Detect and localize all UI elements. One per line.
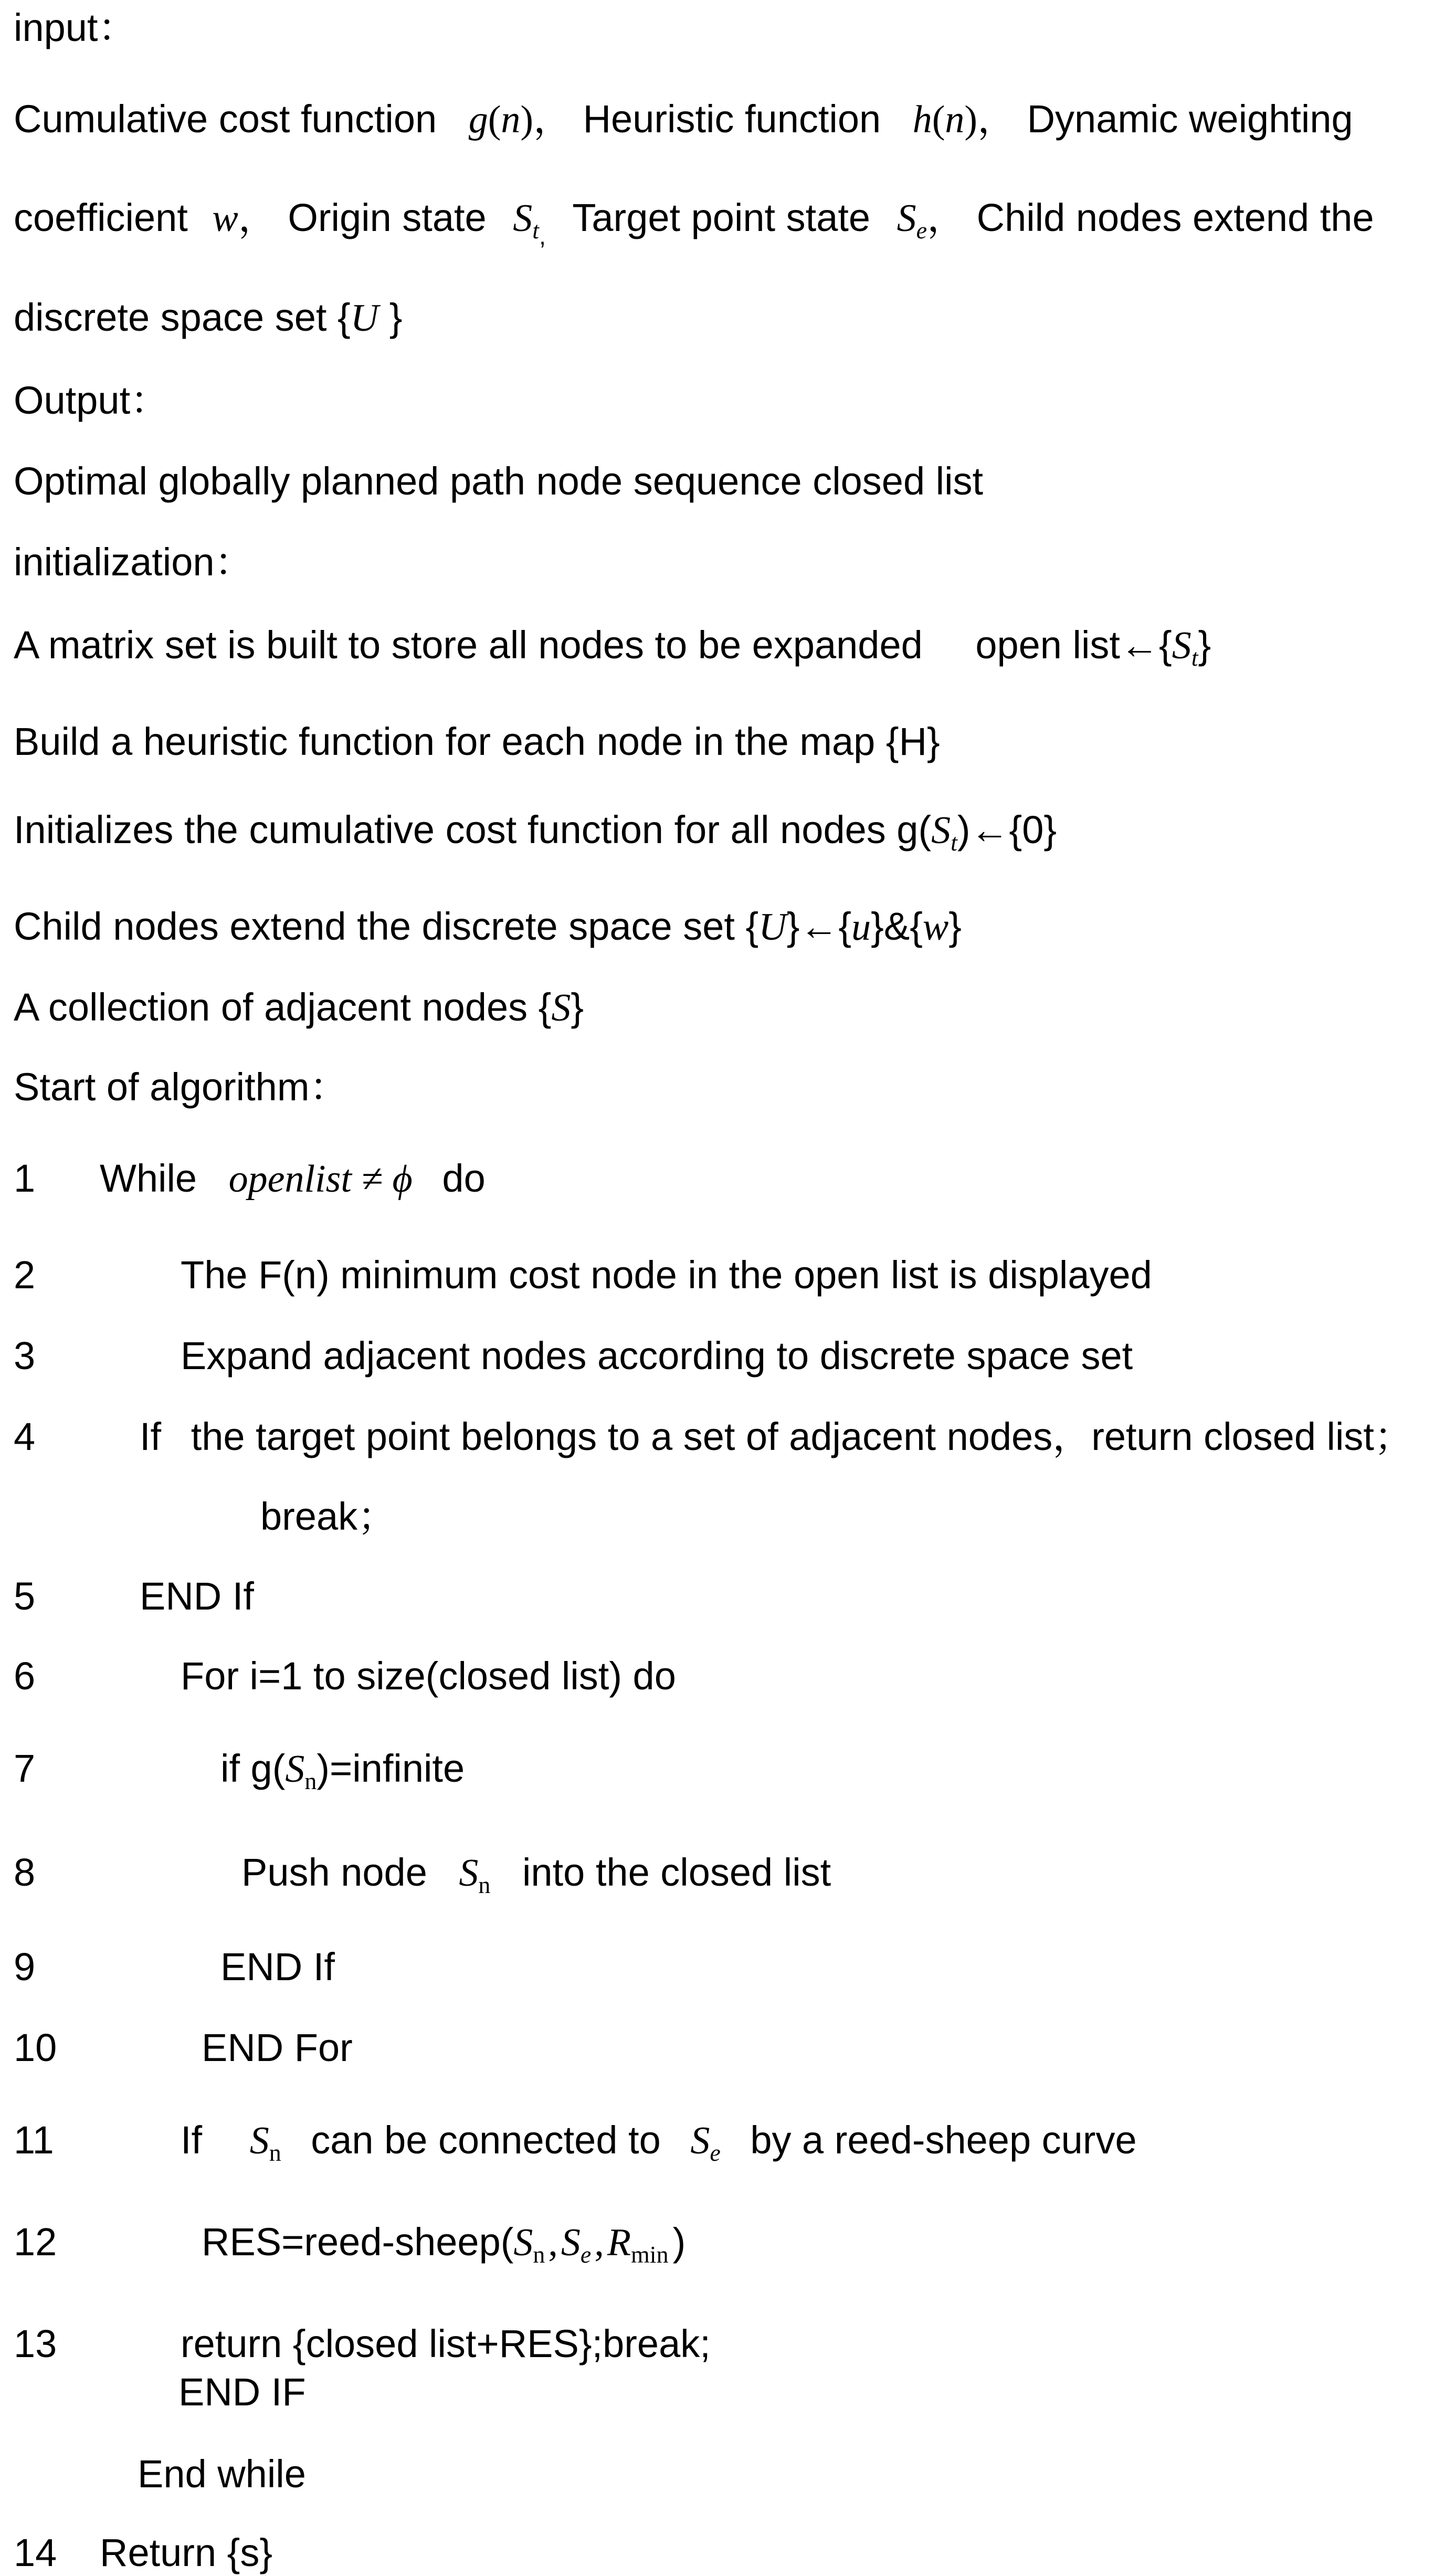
end-while: End while (138, 2452, 306, 2496)
step-number: 7 (14, 1747, 36, 1790)
step-14: Return {s} (100, 2531, 273, 2574)
step-number: 11 (14, 2118, 54, 2162)
input-line-3: discrete space set {U } (14, 296, 403, 340)
step-number: 6 (14, 1654, 36, 1698)
step-number: 12 (14, 2220, 57, 2264)
step-6: For i=1 to size(closed list) do (181, 1654, 676, 1698)
h-function: h(n) (912, 98, 978, 141)
step-12: RES=reed-sheep(Sn,Se,Rmin ) (202, 2220, 686, 2268)
init-heading: initialization： (14, 540, 254, 584)
step-13-endif: END IF (178, 2370, 306, 2414)
step-4-break: break； (260, 1495, 397, 1538)
step-5: END If (140, 1574, 254, 1618)
step-13: return {closed list+RES};break; (181, 2322, 711, 2365)
step-4: If the target point belongs to a set of adjacent nodes，return closed list； (140, 1415, 1413, 1458)
step-number: 4 (14, 1415, 36, 1458)
init-line-1: A matrix set is built to store all nodes to be expanded open list←{St} (14, 623, 1211, 671)
step-10: END For (202, 2026, 353, 2069)
init-line-5: A collection of adjacent nodes {S} (14, 985, 584, 1029)
step-1: While openlist ≠ ϕ do (100, 1156, 486, 1201)
step-number: 5 (14, 1574, 36, 1618)
init-line-3: Initializes the cumulative cost function for all nodes g(St)←{0} (14, 808, 1057, 856)
g-function: g(n) (468, 98, 534, 141)
output-heading: Output： (14, 378, 170, 422)
step-7: if g(Sn)=infinite (220, 1747, 465, 1794)
input-heading: input： (14, 6, 137, 49)
step-8: Push node Sn into the closed list (241, 1850, 831, 1898)
step-number: 8 (14, 1850, 36, 1894)
step-number: 1 (14, 1156, 36, 1200)
step-9: END If (220, 1945, 335, 1989)
step-3: Expand adjacent nodes according to discrete space set (181, 1334, 1133, 1378)
input-line-2: coefficient w， Origin state $St_,$ Target point state Se， Child nodes extend the (14, 196, 1374, 250)
init-line-4: Child nodes extend the discrete space set {U}←{u}&{w} (14, 905, 962, 949)
step-number: 10 (14, 2026, 57, 2069)
step-number: 9 (14, 1945, 36, 1989)
init-line-2: Build a heuristic function for each node in the map {H} (14, 720, 940, 763)
step-2: The F(n) minimum cost node in the open list is displayed (181, 1253, 1152, 1297)
step-number: 13 (14, 2322, 57, 2365)
step-11: If Sn can be connected to Se by a reed-sheep curve (181, 2118, 1137, 2166)
start-heading: Start of algorithm： (14, 1065, 349, 1109)
output-text: Optimal globally planned path node sequence closed list (14, 459, 984, 503)
step-number: 3 (14, 1334, 36, 1378)
step-number: 14 (14, 2531, 57, 2574)
input-line-1: Cumulative cost function g(n)， Heuristic function h(n)， Dynamic weighting (14, 97, 1353, 141)
step-number: 2 (14, 1253, 36, 1297)
